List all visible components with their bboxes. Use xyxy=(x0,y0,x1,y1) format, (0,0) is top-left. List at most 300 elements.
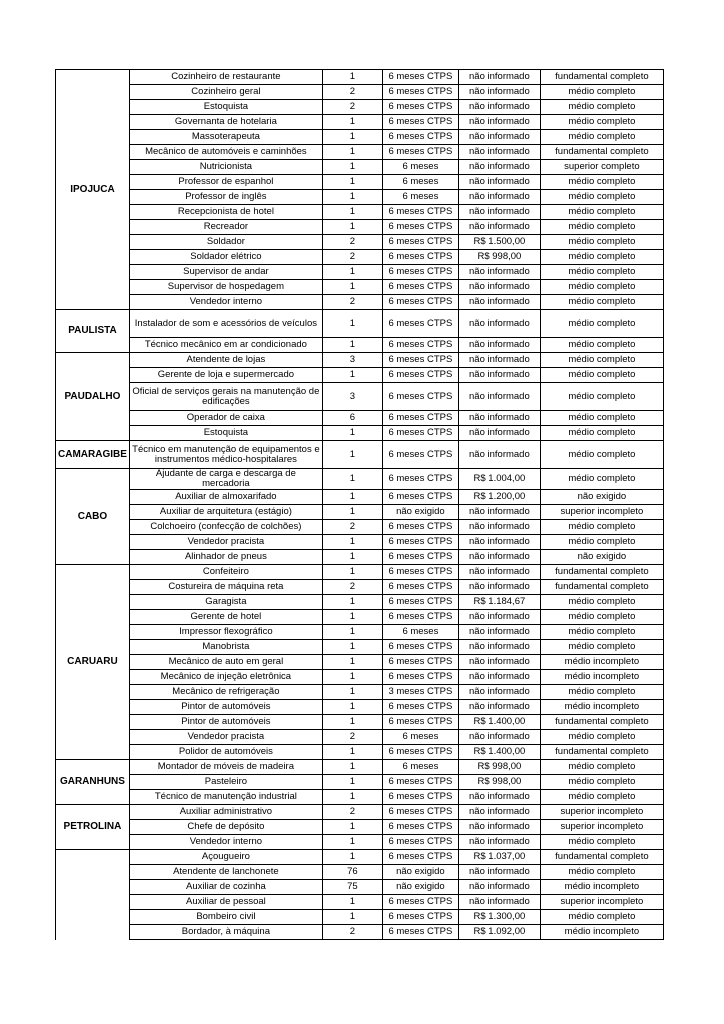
occupation-cell: Cozinheiro de restaurante xyxy=(129,70,322,85)
vacancies-cell: 1 xyxy=(322,835,382,850)
vacancies-cell: 1 xyxy=(322,655,382,670)
salary-cell: não informado xyxy=(458,730,540,745)
salary-cell: não informado xyxy=(458,190,540,205)
education-cell: fundamental completo xyxy=(540,565,663,580)
vacancies-cell: 1 xyxy=(322,790,382,805)
salary-cell: não informado xyxy=(458,865,540,880)
vacancies-cell: 1 xyxy=(322,115,382,130)
vacancies-cell: 1 xyxy=(322,190,382,205)
occupation-cell: Auxiliar de arquitetura (estágio) xyxy=(129,505,322,520)
occupation-cell: Cozinheiro geral xyxy=(129,85,322,100)
table-row xyxy=(56,490,664,505)
experience-cell: 6 meses CTPS xyxy=(382,520,458,535)
table-row xyxy=(56,685,664,700)
vacancies-cell: 1 xyxy=(322,220,382,235)
occupation-cell: Professor de inglês xyxy=(129,190,322,205)
vacancies-cell: 1 xyxy=(322,338,382,353)
table-row xyxy=(56,580,664,595)
experience-cell: 6 meses CTPS xyxy=(382,910,458,925)
occupation-cell: Pasteleiro xyxy=(129,775,322,790)
education-cell: médio completo xyxy=(540,295,663,310)
table-row xyxy=(56,730,664,745)
salary-cell: R$ 998,00 xyxy=(458,760,540,775)
vacancies-cell: 1 xyxy=(322,775,382,790)
experience-cell: 6 meses CTPS xyxy=(382,295,458,310)
experience-cell: 6 meses CTPS xyxy=(382,469,458,490)
experience-cell: 6 meses xyxy=(382,160,458,175)
experience-cell: 6 meses CTPS xyxy=(382,85,458,100)
table-row xyxy=(56,441,664,469)
experience-cell: 6 meses CTPS xyxy=(382,640,458,655)
city-name: GARANHUNS xyxy=(56,760,130,805)
occupation-cell: Gerente de hotel xyxy=(129,610,322,625)
city-name xyxy=(56,850,130,940)
salary-cell: não informado xyxy=(458,685,540,700)
table-row xyxy=(56,280,664,295)
salary-cell: não informado xyxy=(458,205,540,220)
experience-cell: 6 meses CTPS xyxy=(382,235,458,250)
salary-cell: não informado xyxy=(458,835,540,850)
education-cell: médio completo xyxy=(540,775,663,790)
occupation-cell: Colchoeiro (confecção de colchões) xyxy=(129,520,322,535)
occupation-cell: Chefe de depósito xyxy=(129,820,322,835)
table-row xyxy=(56,338,664,353)
table-row xyxy=(56,250,664,265)
table-row xyxy=(56,850,664,865)
vacancies-cell: 1 xyxy=(322,895,382,910)
vacancies-cell: 1 xyxy=(322,685,382,700)
vacancies-cell: 1 xyxy=(322,640,382,655)
education-cell: superior completo xyxy=(540,160,663,175)
education-cell: médio completo xyxy=(540,441,663,469)
occupation-cell: Bombeiro civil xyxy=(129,910,322,925)
salary-cell: não informado xyxy=(458,535,540,550)
vacancies-cell: 1 xyxy=(322,850,382,865)
vacancies-cell: 75 xyxy=(322,880,382,895)
salary-cell: não informado xyxy=(458,175,540,190)
education-cell: médio completo xyxy=(540,910,663,925)
experience-cell: 6 meses CTPS xyxy=(382,368,458,383)
occupation-cell: Supervisor de andar xyxy=(129,265,322,280)
occupation-cell: Auxiliar administrativo xyxy=(129,805,322,820)
salary-cell: não informado xyxy=(458,338,540,353)
education-cell: médio completo xyxy=(540,535,663,550)
city-name: CAMARAGIBE xyxy=(56,441,130,469)
experience-cell: 3 meses CTPS xyxy=(382,685,458,700)
salary-cell: não informado xyxy=(458,100,540,115)
education-cell: médio completo xyxy=(540,835,663,850)
salary-cell: não informado xyxy=(458,220,540,235)
salary-cell: R$ 1.184,67 xyxy=(458,595,540,610)
table-row xyxy=(56,820,664,835)
experience-cell: 6 meses CTPS xyxy=(382,595,458,610)
salary-cell: R$ 1.004,00 xyxy=(458,469,540,490)
experience-cell: 6 meses CTPS xyxy=(382,310,458,338)
experience-cell: 6 meses CTPS xyxy=(382,850,458,865)
table-row xyxy=(56,353,664,368)
education-cell: não exigido xyxy=(540,490,663,505)
education-cell: médio completo xyxy=(540,130,663,145)
vacancies-cell: 2 xyxy=(322,85,382,100)
salary-cell: R$ 1.092,00 xyxy=(458,925,540,940)
education-cell: superior incompleto xyxy=(540,820,663,835)
salary-cell: não informado xyxy=(458,145,540,160)
salary-cell: não informado xyxy=(458,265,540,280)
vacancies-cell: 3 xyxy=(322,353,382,368)
education-cell: médio completo xyxy=(540,730,663,745)
experience-cell: 6 meses CTPS xyxy=(382,130,458,145)
table-row xyxy=(56,775,664,790)
education-cell: médio completo xyxy=(540,205,663,220)
vacancies-cell: 1 xyxy=(322,550,382,565)
experience-cell: 6 meses CTPS xyxy=(382,250,458,265)
experience-cell: 6 meses CTPS xyxy=(382,565,458,580)
experience-cell: 6 meses CTPS xyxy=(382,353,458,368)
vacancies-cell: 2 xyxy=(322,250,382,265)
table-row xyxy=(56,100,664,115)
vacancies-cell: 1 xyxy=(322,441,382,469)
education-cell: médio incompleto xyxy=(540,700,663,715)
vacancies-cell: 1 xyxy=(322,310,382,338)
salary-cell: não informado xyxy=(458,805,540,820)
occupation-cell: Técnico em manutenção de equipamentos e instrumentos médico-hospitalares xyxy=(129,441,322,469)
salary-cell: não informado xyxy=(458,280,540,295)
salary-cell: não informado xyxy=(458,700,540,715)
education-cell: médio completo xyxy=(540,520,663,535)
occupation-cell: Mecânico de injeção eletrônica xyxy=(129,670,322,685)
salary-cell: não informado xyxy=(458,610,540,625)
table-row xyxy=(56,368,664,383)
table-row xyxy=(56,505,664,520)
table-row xyxy=(56,640,664,655)
table-row xyxy=(56,411,664,426)
table-row xyxy=(56,895,664,910)
salary-cell: não informado xyxy=(458,160,540,175)
salary-cell: R$ 1.200,00 xyxy=(458,490,540,505)
table-row xyxy=(56,565,664,580)
occupation-cell: Vendedor pracista xyxy=(129,535,322,550)
occupation-cell: Atendente de lojas xyxy=(129,353,322,368)
education-cell: médio completo xyxy=(540,383,663,411)
occupation-cell: Auxiliar de almoxarifado xyxy=(129,490,322,505)
education-cell: médio completo xyxy=(540,790,663,805)
salary-cell: não informado xyxy=(458,670,540,685)
table-row xyxy=(56,520,664,535)
occupation-cell: Bordador, à máquina xyxy=(129,925,322,940)
table-row xyxy=(56,295,664,310)
vacancies-cell: 1 xyxy=(322,280,382,295)
vacancies-cell: 1 xyxy=(322,490,382,505)
experience-cell: 6 meses CTPS xyxy=(382,925,458,940)
education-cell: médio incompleto xyxy=(540,880,663,895)
table-row xyxy=(56,625,664,640)
education-cell: médio completo xyxy=(540,175,663,190)
occupation-cell: Oficial de serviços gerais na manutenção de edificações xyxy=(129,383,322,411)
experience-cell: 6 meses CTPS xyxy=(382,220,458,235)
experience-cell: 6 meses CTPS xyxy=(382,490,458,505)
experience-cell: 6 meses CTPS xyxy=(382,775,458,790)
occupation-cell: Pintor de automóveis xyxy=(129,715,322,730)
salary-cell: não informado xyxy=(458,565,540,580)
vacancies-cell: 1 xyxy=(322,715,382,730)
table-row xyxy=(56,310,664,338)
table-row xyxy=(56,700,664,715)
city-name: IPOJUCA xyxy=(56,70,130,310)
experience-cell: 6 meses xyxy=(382,625,458,640)
table-row xyxy=(56,670,664,685)
salary-cell: não informado xyxy=(458,655,540,670)
vacancies-cell: 1 xyxy=(322,610,382,625)
experience-cell: 6 meses CTPS xyxy=(382,280,458,295)
occupation-cell: Impressor flexográfico xyxy=(129,625,322,640)
education-cell: médio completo xyxy=(540,640,663,655)
salary-cell: R$ 1.400,00 xyxy=(458,745,540,760)
vacancies-cell: 1 xyxy=(322,469,382,490)
vacancies-cell: 76 xyxy=(322,865,382,880)
education-cell: médio completo xyxy=(540,760,663,775)
occupation-cell: Professor de espanhol xyxy=(129,175,322,190)
experience-cell: 6 meses CTPS xyxy=(382,790,458,805)
education-cell: fundamental completo xyxy=(540,850,663,865)
vacancies-cell: 1 xyxy=(322,160,382,175)
education-cell: médio completo xyxy=(540,310,663,338)
occupation-cell: Vendedor interno xyxy=(129,835,322,850)
occupation-cell: Instalador de som e acessórios de veículos xyxy=(129,310,322,338)
education-cell: superior incompleto xyxy=(540,505,663,520)
vacancies-cell: 3 xyxy=(322,383,382,411)
vacancies-cell: 2 xyxy=(322,235,382,250)
experience-cell: 6 meses CTPS xyxy=(382,895,458,910)
table-row xyxy=(56,426,664,441)
occupation-cell: Manobrista xyxy=(129,640,322,655)
table-row xyxy=(56,383,664,411)
occupation-cell: Açougueiro xyxy=(129,850,322,865)
occupation-cell: Vendedor pracista xyxy=(129,730,322,745)
occupation-cell: Auxiliar de pessoal xyxy=(129,895,322,910)
vacancies-cell: 1 xyxy=(322,175,382,190)
salary-cell: R$ 998,00 xyxy=(458,775,540,790)
occupation-cell: Massoterapeuta xyxy=(129,130,322,145)
salary-cell: não informado xyxy=(458,441,540,469)
experience-cell: 6 meses CTPS xyxy=(382,441,458,469)
salary-cell: não informado xyxy=(458,353,540,368)
occupation-cell: Soldador xyxy=(129,235,322,250)
vacancies-cell: 2 xyxy=(322,580,382,595)
table-row xyxy=(56,550,664,565)
occupation-cell: Atendente de lanchonete xyxy=(129,865,322,880)
city-name: CABO xyxy=(56,469,130,565)
experience-cell: 6 meses CTPS xyxy=(382,265,458,280)
table-row xyxy=(56,745,664,760)
experience-cell: 6 meses CTPS xyxy=(382,70,458,85)
occupation-cell: Recepcionista de hotel xyxy=(129,205,322,220)
table-row xyxy=(56,595,664,610)
experience-cell: 6 meses CTPS xyxy=(382,700,458,715)
education-cell: médio completo xyxy=(540,595,663,610)
salary-cell: não informado xyxy=(458,310,540,338)
experience-cell: 6 meses CTPS xyxy=(382,535,458,550)
experience-cell: 6 meses CTPS xyxy=(382,411,458,426)
vacancies-cell: 1 xyxy=(322,145,382,160)
experience-cell: 6 meses CTPS xyxy=(382,338,458,353)
table-row xyxy=(56,655,664,670)
salary-cell: não informado xyxy=(458,520,540,535)
table-row xyxy=(56,235,664,250)
experience-cell: 6 meses CTPS xyxy=(382,655,458,670)
table-row xyxy=(56,190,664,205)
education-cell: fundamental completo xyxy=(540,715,663,730)
city-name: PAULISTA xyxy=(56,310,130,353)
table-row xyxy=(56,835,664,850)
vacancies-cell: 1 xyxy=(322,820,382,835)
experience-cell: não exigido xyxy=(382,505,458,520)
education-cell: médio incompleto xyxy=(540,670,663,685)
occupation-cell: Soldador elétrico xyxy=(129,250,322,265)
vacancies-cell: 2 xyxy=(322,295,382,310)
experience-cell: 6 meses CTPS xyxy=(382,550,458,565)
table-row xyxy=(56,469,664,490)
experience-cell: 6 meses CTPS xyxy=(382,670,458,685)
salary-cell: não informado xyxy=(458,70,540,85)
education-cell: médio completo xyxy=(540,353,663,368)
education-cell: fundamental completo xyxy=(540,745,663,760)
salary-cell: não informado xyxy=(458,790,540,805)
education-cell: médio completo xyxy=(540,190,663,205)
education-cell: médio completo xyxy=(540,250,663,265)
occupation-cell: Mecânico de automóveis e caminhões xyxy=(129,145,322,160)
table-row xyxy=(56,175,664,190)
table-row xyxy=(56,145,664,160)
vacancies-cell: 1 xyxy=(322,760,382,775)
experience-cell: 6 meses CTPS xyxy=(382,820,458,835)
education-cell: médio completo xyxy=(540,411,663,426)
experience-cell: 6 meses xyxy=(382,760,458,775)
salary-cell: R$ 1.300,00 xyxy=(458,910,540,925)
table-row xyxy=(56,925,664,940)
vacancies-cell: 2 xyxy=(322,805,382,820)
salary-cell: não informado xyxy=(458,625,540,640)
experience-cell: 6 meses CTPS xyxy=(382,100,458,115)
table-row xyxy=(56,910,664,925)
table-row xyxy=(56,880,664,895)
experience-cell: 6 meses CTPS xyxy=(382,145,458,160)
city-name: PETROLINA xyxy=(56,805,130,850)
education-cell: médio completo xyxy=(540,235,663,250)
experience-cell: não exigido xyxy=(382,880,458,895)
vacancies-cell: 1 xyxy=(322,535,382,550)
salary-cell: não informado xyxy=(458,640,540,655)
table-row xyxy=(56,535,664,550)
table-row xyxy=(56,85,664,100)
experience-cell: 6 meses CTPS xyxy=(382,383,458,411)
education-cell: fundamental completo xyxy=(540,145,663,160)
table-row xyxy=(56,70,664,85)
table-row xyxy=(56,865,664,880)
occupation-cell: Confeiteiro xyxy=(129,565,322,580)
salary-cell: R$ 1.500,00 xyxy=(458,235,540,250)
vacancies-cell: 1 xyxy=(322,700,382,715)
occupation-cell: Gerente de loja e supermercado xyxy=(129,368,322,383)
vacancies-cell: 1 xyxy=(322,745,382,760)
vacancies-cell: 1 xyxy=(322,595,382,610)
table-row xyxy=(56,610,664,625)
experience-cell: 6 meses xyxy=(382,730,458,745)
vacancies-cell: 6 xyxy=(322,411,382,426)
vacancies-cell: 1 xyxy=(322,910,382,925)
education-cell: superior incompleto xyxy=(540,895,663,910)
salary-cell: não informado xyxy=(458,820,540,835)
vacancies-cell: 1 xyxy=(322,670,382,685)
education-cell: médio completo xyxy=(540,469,663,490)
experience-cell: não exigido xyxy=(382,865,458,880)
occupation-cell: Vendedor interno xyxy=(129,295,322,310)
experience-cell: 6 meses CTPS xyxy=(382,580,458,595)
occupation-cell: Mecânico de auto em geral xyxy=(129,655,322,670)
education-cell: superior incompleto xyxy=(540,805,663,820)
education-cell: médio completo xyxy=(540,865,663,880)
salary-cell: não informado xyxy=(458,368,540,383)
table-row xyxy=(56,805,664,820)
education-cell: médio completo xyxy=(540,220,663,235)
experience-cell: 6 meses CTPS xyxy=(382,715,458,730)
education-cell: médio incompleto xyxy=(540,925,663,940)
education-cell: médio completo xyxy=(540,100,663,115)
vacancies-cell: 1 xyxy=(322,625,382,640)
table-row xyxy=(56,160,664,175)
table-row xyxy=(56,790,664,805)
education-cell: médio completo xyxy=(540,338,663,353)
occupation-cell: Recreador xyxy=(129,220,322,235)
vacancies-cell: 1 xyxy=(322,505,382,520)
occupation-cell: Operador de caixa xyxy=(129,411,322,426)
experience-cell: 6 meses xyxy=(382,175,458,190)
education-cell: fundamental completo xyxy=(540,580,663,595)
salary-cell: não informado xyxy=(458,550,540,565)
salary-cell: não informado xyxy=(458,115,540,130)
education-cell: médio completo xyxy=(540,625,663,640)
experience-cell: 6 meses CTPS xyxy=(382,426,458,441)
salary-cell: não informado xyxy=(458,295,540,310)
salary-cell: R$ 1.037,00 xyxy=(458,850,540,865)
education-cell: médio completo xyxy=(540,368,663,383)
vacancies-cell: 2 xyxy=(322,730,382,745)
salary-cell: não informado xyxy=(458,880,540,895)
experience-cell: 6 meses CTPS xyxy=(382,115,458,130)
education-cell: médio completo xyxy=(540,85,663,100)
job-vacancies-table xyxy=(55,69,664,940)
occupation-cell: Alinhador de pneus xyxy=(129,550,322,565)
occupation-cell: Auxiliar de cozinha xyxy=(129,880,322,895)
occupation-cell: Estoquista xyxy=(129,426,322,441)
city-name: CARUARU xyxy=(56,565,130,760)
vacancies-cell: 2 xyxy=(322,100,382,115)
occupation-cell: Polidor de automóveis xyxy=(129,745,322,760)
salary-cell: não informado xyxy=(458,505,540,520)
salary-cell: não informado xyxy=(458,411,540,426)
table-row xyxy=(56,265,664,280)
vacancies-cell: 1 xyxy=(322,265,382,280)
occupation-cell: Montador de móveis de madeira xyxy=(129,760,322,775)
occupation-cell: Nutricionista xyxy=(129,160,322,175)
table-row xyxy=(56,760,664,775)
occupation-cell: Supervisor de hospedagem xyxy=(129,280,322,295)
salary-cell: não informado xyxy=(458,895,540,910)
vacancies-cell: 1 xyxy=(322,565,382,580)
table-row xyxy=(56,715,664,730)
education-cell: médio completo xyxy=(540,426,663,441)
education-cell: médio completo xyxy=(540,610,663,625)
vacancies-cell: 1 xyxy=(322,70,382,85)
